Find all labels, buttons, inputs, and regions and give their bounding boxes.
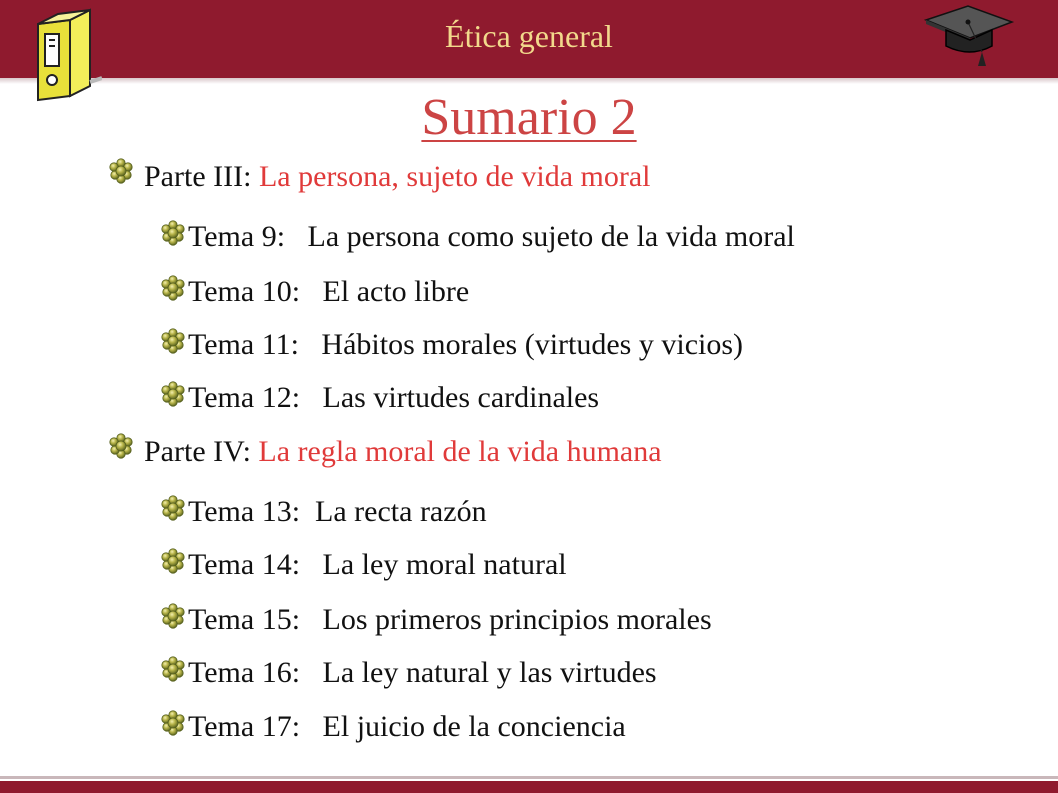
- flower-bullet-icon: [108, 158, 134, 184]
- flower-bullet-icon: [160, 710, 186, 736]
- topic-item: [188, 495, 487, 529]
- header-shadow: [0, 78, 1058, 84]
- footer-bar: [0, 781, 1058, 793]
- topic-title: La persona como sujeto de la vida moral: [307, 220, 795, 253]
- topic-label: Tema 13:: [188, 495, 301, 528]
- header-title: Ética general: [445, 18, 613, 54]
- topic-item: [188, 656, 657, 690]
- topic-title: La ley natural y las virtudes: [322, 656, 657, 689]
- topic-item: [188, 603, 712, 637]
- topic-label: Tema 15:: [188, 603, 301, 636]
- topic-label: Tema 12:: [188, 381, 301, 414]
- part-label: Parte IV:: [144, 435, 251, 468]
- topic-label: Tema 16:: [188, 656, 301, 689]
- flower-bullet-icon: [160, 656, 186, 682]
- flower-bullet-icon: [108, 433, 134, 459]
- topic-item: [188, 328, 743, 362]
- topic-item: [188, 275, 469, 309]
- topic-label: Tema 9:: [188, 220, 286, 253]
- slide-title: Sumario 2: [421, 89, 637, 146]
- topic-item: [188, 381, 599, 415]
- footer-line: [0, 776, 1058, 779]
- part-title: La regla moral de la vida humana: [258, 435, 662, 468]
- flower-bullet-icon: [160, 381, 186, 407]
- topic-title: Los primeros principios morales: [322, 603, 712, 636]
- flower-bullet-icon: [160, 220, 186, 246]
- flower-bullet-icon: [160, 328, 186, 354]
- topic-title: Hábitos morales (virtudes y vicios): [321, 328, 744, 361]
- part-heading: [144, 435, 662, 469]
- topic-item: [188, 548, 567, 582]
- flower-bullet-icon: [160, 548, 186, 574]
- part-label: Parte III:: [144, 160, 252, 193]
- topic-title: La ley moral natural: [322, 548, 567, 581]
- topic-item: [188, 710, 626, 744]
- part-heading: [144, 160, 651, 194]
- topic-title: El acto libre: [322, 275, 470, 308]
- flower-bullet-icon: [160, 495, 186, 521]
- topic-label: Tema 11:: [188, 328, 299, 361]
- flower-bullet-icon: [160, 603, 186, 629]
- topic-item: [188, 220, 795, 254]
- flower-bullet-icon: [160, 275, 186, 301]
- topic-label: Tema 14:: [188, 548, 301, 581]
- topic-label: Tema 17:: [188, 710, 301, 743]
- part-title: La persona, sujeto de vida moral: [258, 160, 651, 193]
- graduation-cap-icon: [920, 2, 1016, 72]
- topic-label: Tema 10:: [188, 275, 301, 308]
- topic-title: Las virtudes cardinales: [322, 381, 600, 414]
- topic-title: La recta razón: [315, 495, 487, 528]
- topic-title: El juicio de la conciencia: [322, 710, 626, 743]
